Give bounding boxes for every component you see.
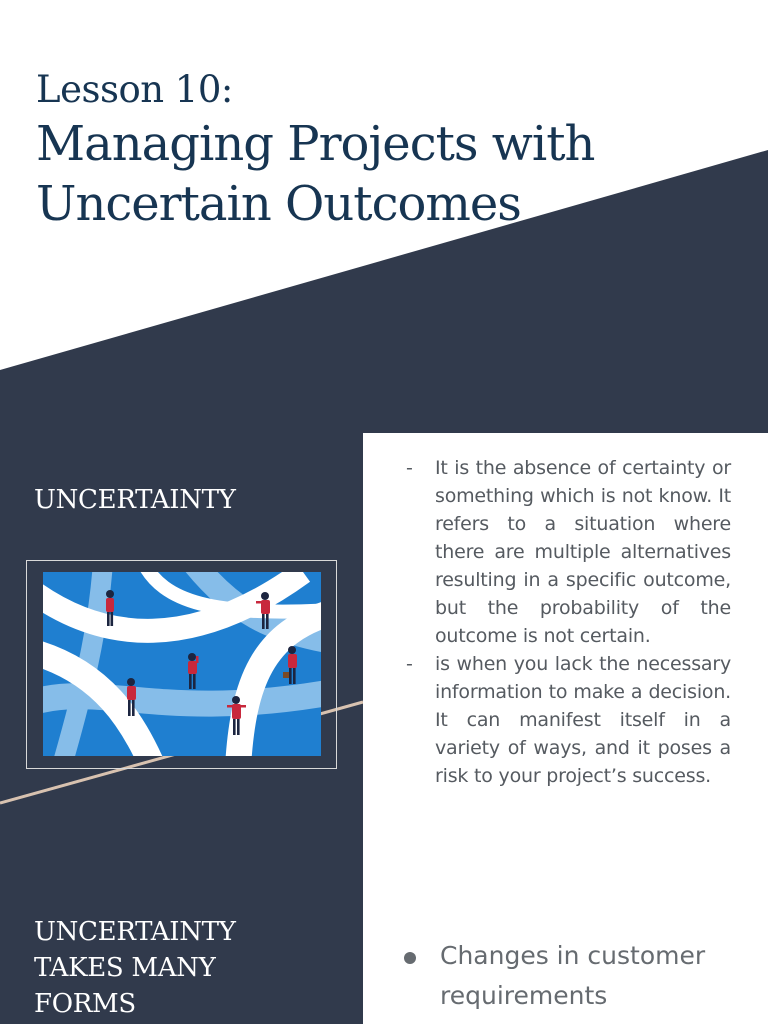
definition-item (406, 650, 731, 790)
uncertainty-heading-text: UNCERTAINTY (34, 485, 236, 515)
uncertainty-heading (34, 482, 236, 518)
bullet-icon (404, 952, 416, 964)
definition-text: is when you lack the necessary information to make a decision. It can manifest itself in a variety of ways, and it poses a risk to your project’s success. (435, 653, 731, 787)
list-item-text: Changes in customer requirements (440, 941, 706, 1010)
forms-heading-line-3: FORMS (34, 989, 136, 1019)
uncertainty-forms-heading (34, 914, 236, 1022)
forms-heading-line-2: TAKES MANY (34, 953, 216, 983)
list-item (400, 936, 740, 1016)
lesson-title-line-1: Managing Projects with (36, 116, 595, 172)
lesson-label: Lesson 10: (36, 68, 233, 111)
definition-item (406, 454, 731, 650)
definition-text: It is the absence of certainty or something which is not know. It refers to a situation where there are multiple alternatives resulting in a specific outcome, but the probability of the outcome is not certain. (435, 457, 731, 647)
list-dash-marker: - (406, 457, 413, 479)
uncertainty-definitions (406, 454, 731, 790)
list-dash-marker: - (406, 653, 413, 675)
uncertainty-forms-list (400, 936, 740, 1016)
lesson-title-line-2: Uncertain Outcomes (36, 176, 521, 232)
forms-heading-line-1: UNCERTAINTY (34, 917, 236, 947)
people-on-crossing-paths-illustration (43, 572, 321, 756)
lesson-title (36, 114, 756, 234)
